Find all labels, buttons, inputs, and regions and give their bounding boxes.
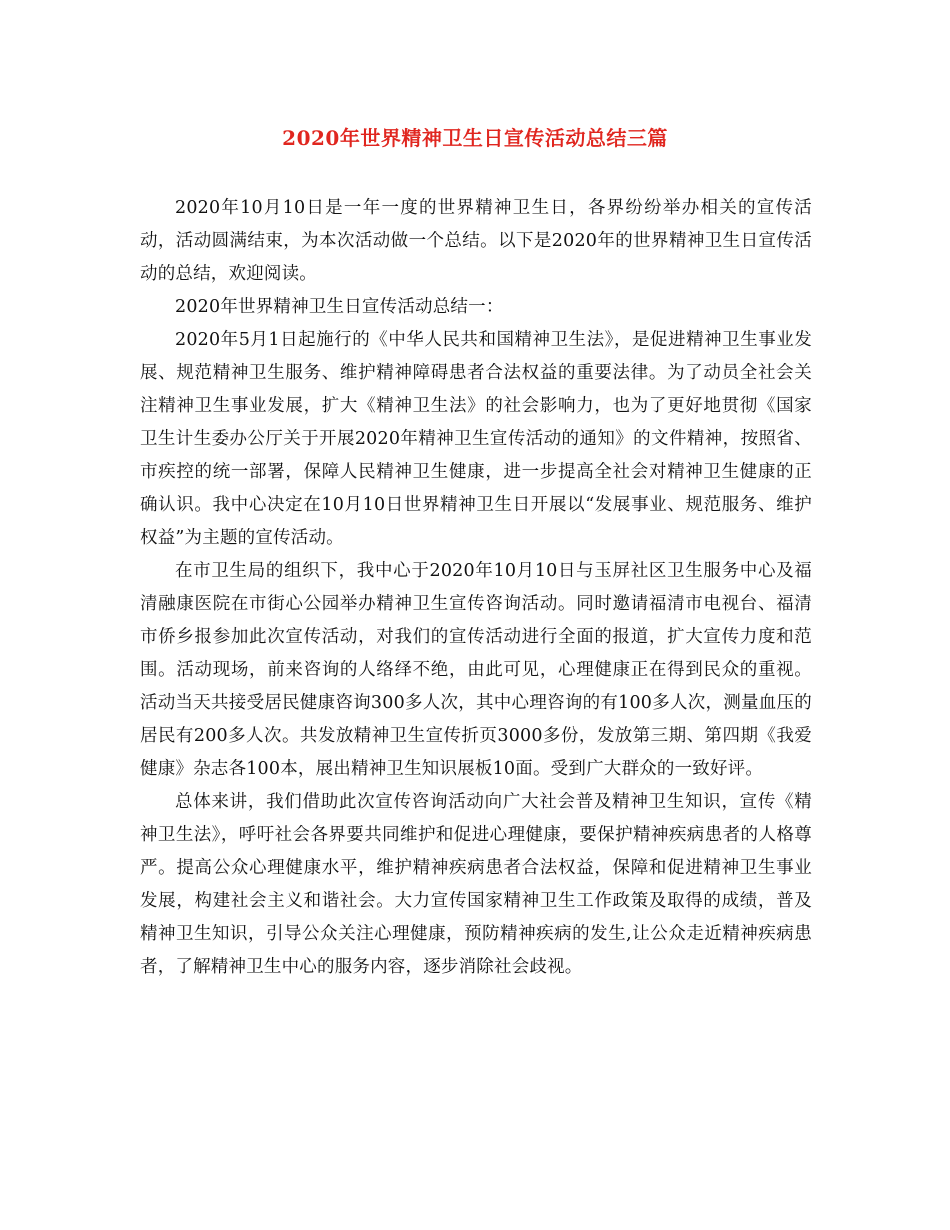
paragraph-law-background: 2020年5月1日起施行的《中华人民共和国精神卫生法》，是促进精神卫生事业发展、规范精神卫生服务、维护精神障碍患者合法权益的重要法律。为了动员全社会关注精神卫生事业发展，扩大《精神卫生法》的社会影响力，也为了更好地贯彻《国家卫生计生委办公厅关于开展2020年精神卫生宣传活动的通知》的文件精神，按照省、市疾控的统一部署，保障人民精神卫生健康，进一步提高全社会对精神卫生健康的正确认识。我中心决定在10月10日世界精神卫生日开展以“发展事业、规范服务、维护权益”为主题的宣传活动。	[140, 330, 812, 548]
paragraph-summary: 总体来讲，我们借助此次宣传咨询活动向广大社会普及精神卫生知识，宣传《精神卫生法》，呼吁社会各界要共同维护和促进心理健康，要保护精神疾病患者的人格尊严。提高公众心理健康水平，维护精神疾病患者合法权益，保障和促进精神卫生事业发展，构建社会主义和谐社会。大力宣传国家精神卫生工作政策及取得的成绩，普及精神卫生知识，引导公众关注心理健康，预防精神疾病的发生,让公众走近精神疾病患者，了解精神卫生中心的服务内容，逐步消除社会歧视。	[140, 792, 812, 977]
paragraph-event-details: 在市卫生局的组织下，我中心于2020年10月10日与玉屏社区卫生服务中心及福清融康医院在市街心公园举办精神卫生宣传咨询活动。同时邀请福清市电视台、福清市侨乡报参加此次宣传活动，对我们的宣传活动进行全面的报道，扩大宣传力度和范围。活动现场，前来咨询的人络绎不绝，由此可见，心理健康正在得到民众的重视。活动当天共接受居民健康咨询300多人次，其中心理咨询的有100多人次，测量血压的居民有200多人次。共发放精神卫生宣传折页3000多份，发放第三期、第四期《我爱健康》杂志各100本，展出精神卫生知识展板10面。受到广大群众的一致好评。	[140, 561, 812, 779]
document-body	[140, 192, 812, 984]
document-title: 2020年世界精神卫生日宣传活动总结三篇	[282, 126, 668, 150]
paragraph-intro: 2020年10月10日是一年一度的世界精神卫生日，各界纷纷举办相关的宣传活动，活动圆满结束，为本次活动做一个总结。以下是2020年的世界精神卫生日宣传活动的总结，欢迎阅读。	[140, 198, 812, 284]
paragraph-section-heading: 2020年世界精神卫生日宣传活动总结一：	[175, 297, 504, 317]
